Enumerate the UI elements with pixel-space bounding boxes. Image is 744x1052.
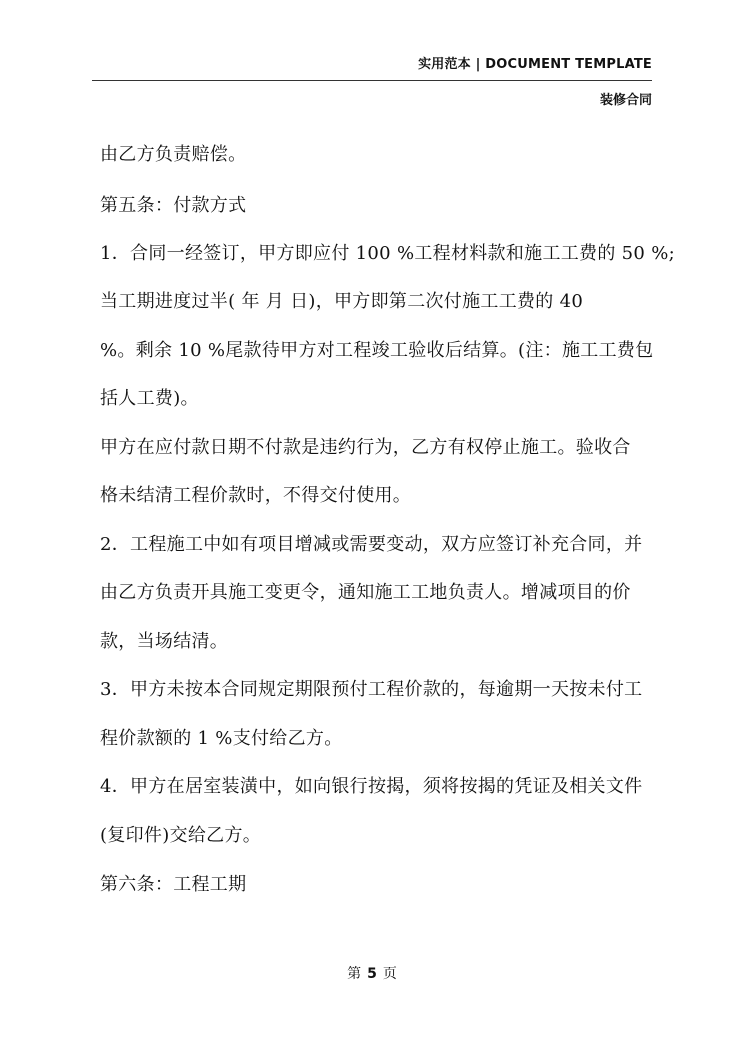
body-line: 4．甲方在居室装潢中，如向银行按揭，须将按揭的凭证及相关文件 xyxy=(100,776,643,797)
body-line: 3．甲方未按本合同规定期限预付工程价款的，每逾期一天按未付工 xyxy=(100,679,643,700)
body-line: 格未结清工程价款时，不得交付使用。 xyxy=(100,485,412,506)
body-line: 由乙方负责开具施工变更令，通知施工工地负责人。增减项目的价 xyxy=(100,582,631,603)
header-title: 实用范本 | DOCUMENT TEMPLATE xyxy=(418,57,652,72)
body-line: 款，当场结清。 xyxy=(100,631,229,652)
header-divider xyxy=(92,80,652,81)
section-heading-6: 第六条：工程工期 xyxy=(100,874,247,895)
page-footer xyxy=(0,963,744,983)
section-heading-5: 第五条：付款方式 xyxy=(100,195,247,216)
page-label-suffix: 页 xyxy=(382,966,397,982)
body-line: (复印件)交给乙方。 xyxy=(100,825,262,846)
body-line: 由乙方负责赔偿。 xyxy=(100,144,247,165)
body-line: %。剩余 10 %尾款待甲方对工程竣工验收后结算。(注：施工工费包 xyxy=(100,340,654,361)
page-label-prefix: 第 xyxy=(347,966,362,982)
body-line: 当工期进度过半( 年 月 日)，甲方即第二次付施工工费的 40 xyxy=(100,291,584,312)
header-subtitle: 装修合同 xyxy=(599,93,652,108)
body-line: 甲方在应付款日期不付款是违约行为，乙方有权停止施工。验收合 xyxy=(100,437,631,458)
body-line: 程价款额的 1 %支付给乙方。 xyxy=(100,728,343,749)
body-line: 括人工费)。 xyxy=(100,388,199,409)
body-line: 2．工程施工中如有项目增减或需要变动，双方应签订补充合同，并 xyxy=(100,534,643,555)
page-number: 5 xyxy=(367,966,377,982)
body-line: 1．合同一经签订，甲方即应付 100 %工程材料款和施工工费的 50 %; xyxy=(100,243,675,264)
